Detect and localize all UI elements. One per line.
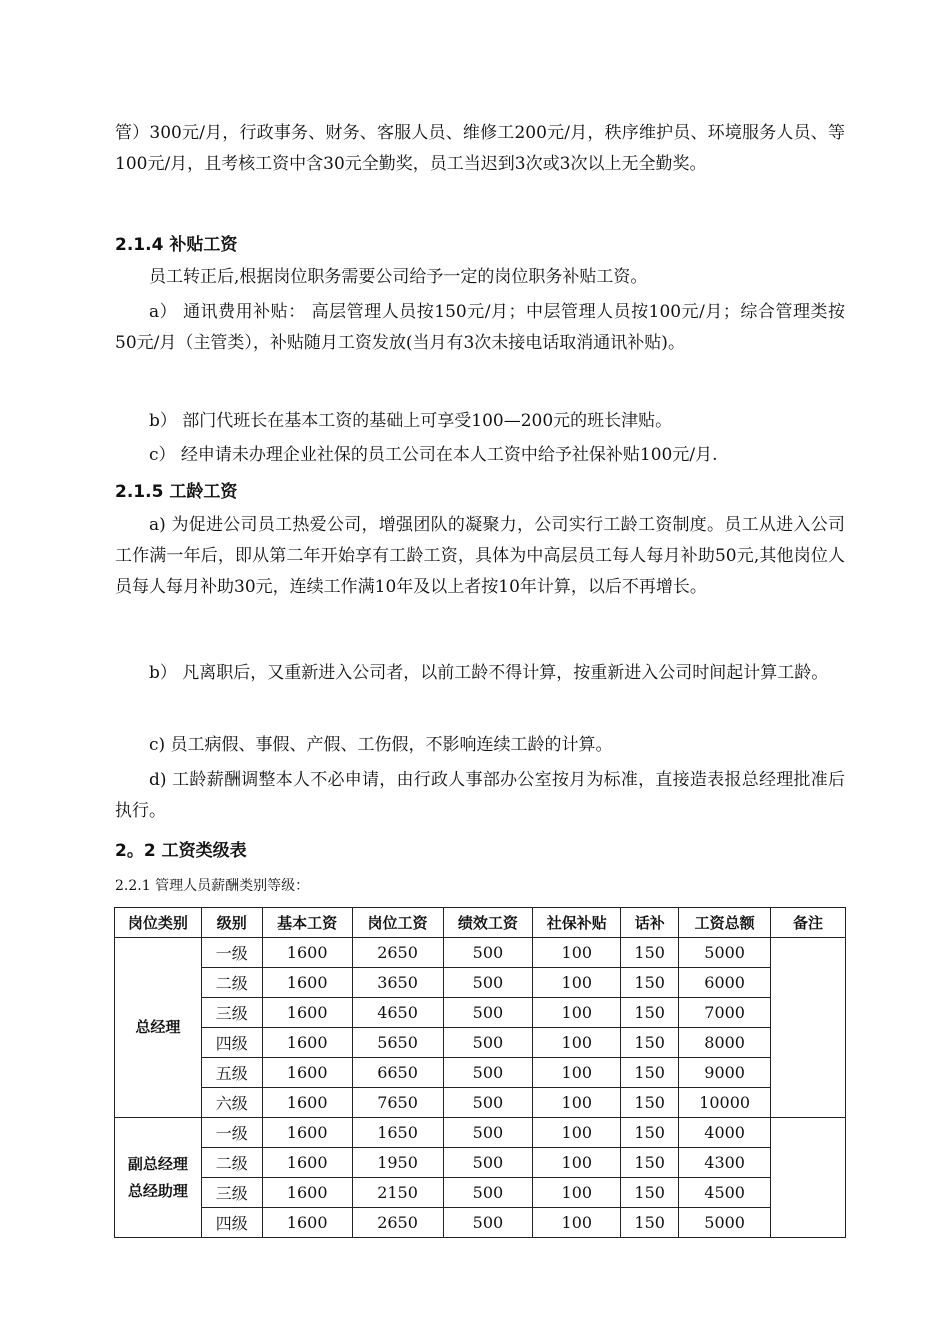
table-cell: 1600 bbox=[262, 1208, 352, 1238]
table-cell: 1600 bbox=[262, 938, 352, 968]
table-cell: 100 bbox=[533, 1058, 621, 1088]
table-cell: 1600 bbox=[262, 1178, 352, 1208]
table-cell: 五级 bbox=[201, 1058, 262, 1088]
table-row bbox=[115, 1178, 846, 1208]
table-row bbox=[115, 1088, 846, 1118]
table-cell: 150 bbox=[621, 1208, 679, 1238]
table-cell: 150 bbox=[621, 1118, 679, 1148]
heading-2-1-4: 2.1.4 补贴工资 bbox=[115, 235, 238, 255]
table-cell: 1600 bbox=[262, 1088, 352, 1118]
table-cell: 一级 bbox=[201, 1118, 262, 1148]
category-line: 总经助理 bbox=[127, 1181, 188, 1200]
table-cell: 100 bbox=[533, 1148, 621, 1178]
category-line: 总经理 bbox=[135, 1018, 181, 1036]
table-cell: 1950 bbox=[352, 1148, 443, 1178]
table-caption: 2.2.1 管理人员薪酬类别等级： bbox=[115, 878, 310, 894]
table-cell: 二级 bbox=[201, 968, 262, 998]
table-cell: 100 bbox=[533, 998, 621, 1028]
table-cell: 10000 bbox=[679, 1088, 771, 1118]
table-row bbox=[115, 1118, 846, 1148]
table-cell: 1650 bbox=[352, 1118, 443, 1148]
table-cell: 100 bbox=[533, 1028, 621, 1058]
table-cell: 100 bbox=[533, 938, 621, 968]
table-cell: 5000 bbox=[679, 1208, 771, 1238]
table-cell: 1600 bbox=[262, 1148, 352, 1178]
table-cell: 二级 bbox=[201, 1148, 262, 1178]
table-row bbox=[115, 968, 846, 998]
header-cell: 岗位类别 bbox=[115, 908, 202, 938]
table-row bbox=[115, 1208, 846, 1238]
heading-2-1-5: 2.1.5 工龄工资 bbox=[115, 482, 238, 502]
table-cell: 6000 bbox=[679, 968, 771, 998]
table-cell: 100 bbox=[533, 1088, 621, 1118]
header-cell: 绩效工资 bbox=[443, 908, 533, 938]
table-cell: 5000 bbox=[679, 938, 771, 968]
header-cell: 岗位工资 bbox=[352, 908, 443, 938]
table-cell: 500 bbox=[443, 1058, 533, 1088]
table-cell: 1600 bbox=[262, 968, 352, 998]
table-cell: 500 bbox=[443, 938, 533, 968]
table-cell: 150 bbox=[621, 1028, 679, 1058]
table-cell: 500 bbox=[443, 1088, 533, 1118]
table-header-row bbox=[115, 908, 846, 938]
table-cell: 100 bbox=[533, 1178, 621, 1208]
header-cell: 社保补贴 bbox=[533, 908, 621, 938]
category-line: 副总经理 bbox=[127, 1154, 188, 1173]
table-cell: 三级 bbox=[201, 1178, 262, 1208]
table-cell: 150 bbox=[621, 1148, 679, 1178]
paragraph-seniority-b: b） 凡离职后，又重新进入公司者，以前工龄不得计算，按重新进入公司时间起计算工龄。 bbox=[149, 663, 829, 683]
table-cell: 1600 bbox=[262, 1058, 352, 1088]
header-cell: 工资总额 bbox=[679, 908, 771, 938]
table-cell: 150 bbox=[621, 968, 679, 998]
table-cell: 1600 bbox=[262, 1118, 352, 1148]
table-cell: 4650 bbox=[352, 998, 443, 1028]
table-cell: 150 bbox=[621, 1088, 679, 1118]
paragraph-subsidy-b: b） 部门代班长在基本工资的基础上可享受100—200元的班长津贴。 bbox=[149, 411, 673, 431]
paragraph-subsidy-c: c） 经申请未办理企业社保的员工公司在本人工资中给予社保补贴100元/月. bbox=[149, 445, 718, 465]
table-cell: 三级 bbox=[201, 998, 262, 1028]
table-cell: 100 bbox=[533, 968, 621, 998]
paragraph-seniority-a: a) 为促进公司员工热爱公司，增强团队的凝聚力，公司实行工龄工资制度。员工从进入公司工作满一年后，即从第二年开始享有工龄工资，具体为中高层员工每人每月补助50元,其他岗位人员每人每月补助30元，连续工作满10年及以上者按10年计算，以后不再增长。 bbox=[115, 515, 845, 597]
paragraph-subsidy-a: a） 通讯费用补贴： 高层管理人员按150元/月；中层管理人员按100元/月；综合管理类按50元/月（主管类），补贴随月工资发放(当月有3次未接电话取消通讯补贴)。 bbox=[115, 302, 845, 353]
table-cell: 500 bbox=[443, 1178, 533, 1208]
table-cell: 1600 bbox=[262, 998, 352, 1028]
table-row bbox=[115, 998, 846, 1028]
table-cell: 6650 bbox=[352, 1058, 443, 1088]
table-cell: 150 bbox=[621, 1058, 679, 1088]
paragraph-seniority-d: d) 工龄薪酬调整本人不必申请，由行政人事部办公室按月为标准，直接造表报总经理批准后执行。 bbox=[115, 770, 845, 821]
heading-2-2: 2。2 工资类级表 bbox=[115, 841, 247, 861]
table-cell: 2150 bbox=[352, 1178, 443, 1208]
paragraph-seniority-c: c) 员工病假、事假、产假、工伤假，不影响连续工龄的计算。 bbox=[149, 735, 613, 755]
table-cell: 一级 bbox=[201, 938, 262, 968]
table-row bbox=[115, 1058, 846, 1088]
table-cell: 500 bbox=[443, 968, 533, 998]
table-cell: 500 bbox=[443, 998, 533, 1028]
table-cell: 8000 bbox=[679, 1028, 771, 1058]
table-cell: 500 bbox=[443, 1148, 533, 1178]
category-cell bbox=[115, 938, 202, 1118]
table-cell: 1600 bbox=[262, 1028, 352, 1058]
paragraph-subsidy-intro: 员工转正后,根据岗位职务需要公司给予一定的岗位职务补贴工资。 bbox=[149, 267, 648, 287]
table-cell: 9000 bbox=[679, 1058, 771, 1088]
table-cell: 4500 bbox=[679, 1178, 771, 1208]
header-cell: 话补 bbox=[621, 908, 679, 938]
remarks-cell bbox=[771, 1118, 846, 1238]
table-cell: 150 bbox=[621, 998, 679, 1028]
table-cell: 2650 bbox=[352, 938, 443, 968]
table-cell: 四级 bbox=[201, 1208, 262, 1238]
table-cell: 100 bbox=[533, 1208, 621, 1238]
table-cell: 150 bbox=[621, 1178, 679, 1208]
table-cell: 5650 bbox=[352, 1028, 443, 1058]
table-cell: 500 bbox=[443, 1208, 533, 1238]
table-row bbox=[115, 1148, 846, 1178]
category-cell bbox=[115, 1118, 202, 1238]
salary-grade-table bbox=[114, 907, 846, 1238]
table-cell: 4300 bbox=[679, 1148, 771, 1178]
table-cell: 六级 bbox=[201, 1088, 262, 1118]
table-cell: 四级 bbox=[201, 1028, 262, 1058]
table-cell: 100 bbox=[533, 1118, 621, 1148]
table-cell: 500 bbox=[443, 1118, 533, 1148]
header-cell: 基本工资 bbox=[262, 908, 352, 938]
table-row bbox=[115, 1028, 846, 1058]
remarks-cell bbox=[771, 938, 846, 1118]
table-row bbox=[115, 938, 846, 968]
table-cell: 500 bbox=[443, 1028, 533, 1058]
header-cell: 备注 bbox=[771, 908, 846, 938]
header-cell: 级别 bbox=[201, 908, 262, 938]
table-cell: 3650 bbox=[352, 968, 443, 998]
paragraph-allowance-amounts: 管）300元/月，行政事务、财务、客服人员、维修工200元/月，秩序维护员、环境服务人员、等100元/月，且考核工资中含30元全勤奖，员工当迟到3次或3次以上无全勤奖。 bbox=[115, 123, 845, 174]
table-cell: 2650 bbox=[352, 1208, 443, 1238]
table-cell: 150 bbox=[621, 938, 679, 968]
table-cell: 7000 bbox=[679, 998, 771, 1028]
table-cell: 4000 bbox=[679, 1118, 771, 1148]
table-cell: 7650 bbox=[352, 1088, 443, 1118]
